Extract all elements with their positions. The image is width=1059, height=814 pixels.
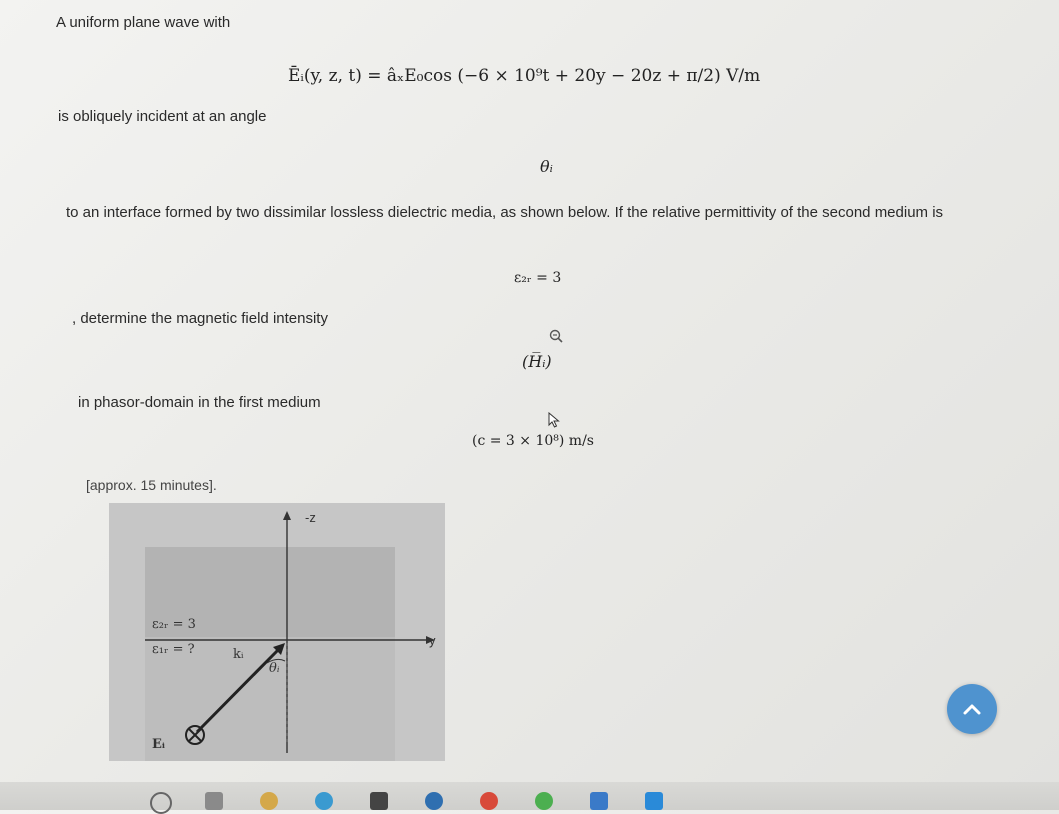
k-vector-label: kᵢ: [233, 647, 244, 662]
taskbar-icon[interactable]: [645, 792, 663, 810]
h-field-symbol: (H̅ᵢ): [522, 352, 552, 371]
intro-text: A uniform plane wave with: [56, 14, 231, 31]
taskbar-icon[interactable]: [425, 792, 443, 810]
scroll-to-top-button[interactable]: [947, 684, 997, 734]
theta-figure-label: θᵢ: [269, 661, 280, 676]
taskbar: [0, 782, 1059, 810]
taskbar-icon[interactable]: [370, 792, 388, 810]
y-axis-label: y: [429, 633, 436, 648]
eps2-figure-label: ε₂ᵣ = 3: [152, 617, 196, 632]
search-zoom-icon[interactable]: [548, 328, 564, 344]
figure-drawing: [109, 503, 445, 761]
oblique-text: is obliquely incident at an angle: [58, 108, 267, 125]
speed-of-light: (c = 3 × 10⁸) m/s: [472, 433, 594, 449]
taskbar-icon[interactable]: [260, 792, 278, 810]
chevron-up-icon: [962, 700, 982, 718]
approx-time: [approx. 15 minutes].: [86, 477, 217, 493]
eps1-figure-label: ε₁ᵣ = ?: [152, 642, 195, 657]
eps2-value: ε₂ᵣ = 3: [514, 270, 562, 286]
taskbar-icon[interactable]: [205, 792, 223, 810]
field-equation: Ēᵢ(y, z, t) = âₓE₀cos (−6 × 10⁹t + 20y − 20z + π/2) V/m: [288, 66, 761, 86]
taskbar-icon[interactable]: [150, 792, 172, 814]
e-field-label: Eᵢ: [152, 737, 166, 752]
interface-figure: [109, 503, 445, 761]
determine-text: , determine the magnetic field intensity: [72, 310, 328, 327]
z-axis-label: -z: [305, 510, 316, 525]
phasor-text: in phasor-domain in the first medium: [78, 394, 321, 411]
taskbar-icon[interactable]: [480, 792, 498, 810]
mouse-cursor-icon: [547, 412, 561, 428]
taskbar-icon[interactable]: [590, 792, 608, 810]
theta-symbol: θᵢ: [540, 157, 553, 176]
taskbar-icon[interactable]: [535, 792, 553, 810]
taskbar-icon[interactable]: [315, 792, 333, 810]
interface-text: to an interface formed by two dissimilar lossless dielectric media, as shown below. If the relative permittivity of the second medium is: [66, 204, 944, 221]
